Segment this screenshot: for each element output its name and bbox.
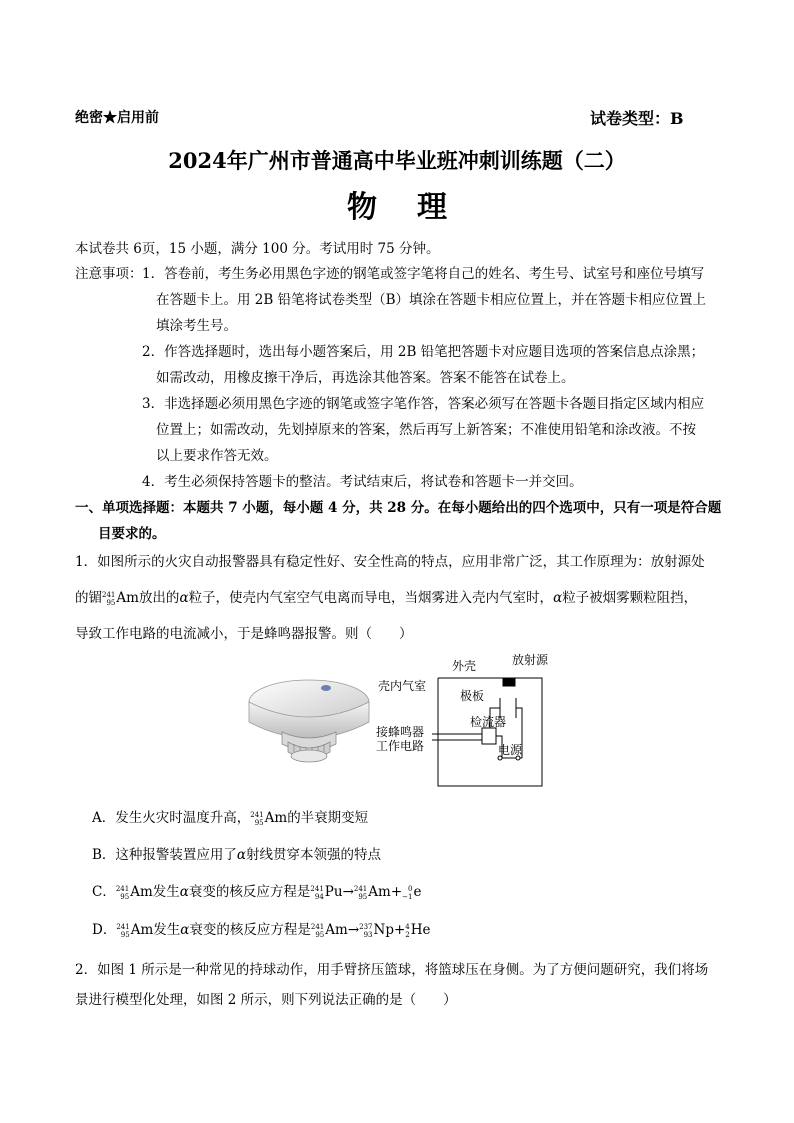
pu-mass-number: 241 bbox=[310, 884, 324, 893]
alpha-symbol: α bbox=[179, 590, 189, 606]
am-nuclide bbox=[116, 922, 153, 939]
alpha-symbol: α bbox=[179, 884, 189, 900]
am-atomic-number: 95 bbox=[120, 930, 130, 939]
q1-line-2 bbox=[75, 586, 697, 607]
option-c-label: C． bbox=[92, 884, 116, 900]
arrow: → bbox=[347, 922, 360, 938]
q1-text: 的镅 bbox=[75, 590, 102, 606]
exam-title: 2024年广州市普通高中毕业班冲刺训练题（二） bbox=[168, 148, 626, 173]
am-mass-number: 241 bbox=[102, 590, 116, 599]
am-mass-number: 241 bbox=[116, 922, 130, 931]
pu-symbol: Pu bbox=[324, 884, 343, 900]
label-power: 电源 bbox=[498, 743, 523, 757]
am-mass-number: 241 bbox=[115, 884, 130, 893]
am-atomic-number: 95 bbox=[120, 892, 130, 901]
am-nuclide bbox=[102, 590, 139, 607]
option-c-text: 发生 bbox=[152, 884, 180, 900]
alpha-symbol: α bbox=[236, 847, 247, 863]
pu-nuclide bbox=[310, 884, 342, 901]
np-atomic-number: 93 bbox=[363, 930, 373, 939]
q1-text: 粒子，使壳内气室空气电离而导电，当烟雾进入壳内气室时， bbox=[188, 590, 554, 606]
option-d-text: 发生 bbox=[153, 922, 181, 938]
q2-line-1: 2．如图 1 所示是一种常见的持球动作，用手臂挤压篮球，将篮球压在身侧。为了方便问题研究，我们将场 bbox=[75, 962, 709, 978]
option-d bbox=[92, 918, 431, 939]
section-1-line-2: 目要求的。 bbox=[98, 526, 166, 542]
plus: + bbox=[390, 884, 403, 900]
shell-outline bbox=[438, 678, 542, 786]
am-mass-number: 241 bbox=[310, 922, 325, 931]
am-atomic-number: 95 bbox=[358, 892, 368, 901]
arrow: → bbox=[342, 884, 354, 900]
option-c-text: 衰变的核反应方程是 bbox=[188, 884, 311, 900]
e-charge-number: −1 bbox=[402, 892, 413, 901]
option-a-text: A．发生火灾时温度升高， bbox=[92, 810, 251, 826]
q1-line-3: 导致工作电路的电流减小，于是蜂鸣器报警。则（ ） bbox=[75, 626, 413, 642]
am-symbol: Am bbox=[116, 590, 139, 606]
notes-label: 注意事项： bbox=[75, 266, 143, 282]
am-atomic-number: 95 bbox=[106, 598, 116, 607]
confidential-mark: 绝密★启用前 bbox=[75, 110, 159, 126]
alpha-symbol: α bbox=[180, 922, 190, 938]
option-a bbox=[92, 806, 368, 827]
am-symbol: Am bbox=[264, 810, 288, 826]
option-b-text: 射线贯穿本领强的特点 bbox=[246, 847, 382, 863]
alarm-circuit-diagram bbox=[372, 650, 562, 792]
label-source: 放射源 bbox=[512, 653, 549, 667]
am-symbol: Am bbox=[130, 884, 153, 900]
note-4-line-1: 4．考生必须保持答题卡的整洁。考试结束后，将试卷和答题卡一并交回。 bbox=[142, 474, 583, 490]
am-nuclide bbox=[311, 922, 348, 939]
paper-type: 试卷类型：B bbox=[590, 109, 684, 128]
section-1-line-1: 一、单项选择题：本题共 7 小题，每小题 4 分，共 28 分。在每小题给出的四个选项中，只有一项是符合题 bbox=[75, 500, 722, 516]
note-3-line-3: 以上要求作答无效。 bbox=[156, 448, 278, 464]
am-atomic-number: 95 bbox=[315, 930, 325, 939]
pu-atomic-number: 94 bbox=[314, 892, 324, 901]
alpha-symbol: α bbox=[553, 590, 563, 606]
option-d-text: 衰变的核反应方程是 bbox=[189, 922, 311, 938]
am-nuclide bbox=[116, 884, 153, 901]
note-3-line-2: 位置上；如需改动，先划掉原来的答案，然后再写上新答案；不准使用铅笔和涂改液。不按 bbox=[156, 422, 696, 438]
label-galvanometer: 检流器 bbox=[470, 715, 507, 729]
option-c bbox=[92, 880, 421, 901]
am-nuclide bbox=[250, 810, 287, 827]
he-nuclide bbox=[405, 922, 430, 939]
q1-text: 放出的 bbox=[138, 590, 180, 606]
am-symbol: Am bbox=[130, 922, 154, 938]
intro-text: 本试卷共 6页，15 小题，满分 100 分。考试用时 75 分钟。 bbox=[75, 241, 440, 257]
he-symbol: He bbox=[410, 922, 431, 938]
option-a-text: 的半衰期变短 bbox=[287, 810, 369, 826]
q1-text: 粒子被烟雾颗粒阻挡， bbox=[562, 590, 698, 606]
he-atomic-number: 2 bbox=[405, 930, 410, 939]
radioactive-source bbox=[503, 678, 515, 686]
am-symbol: Am bbox=[368, 884, 391, 900]
np-symbol: Np bbox=[373, 922, 394, 938]
note-1-line-3: 填涂考生号。 bbox=[156, 318, 237, 334]
q1-line-1: 1．如图所示的火灾自动报警器具有稳定性好、安全性高的特点，应用非常广泛，其工作原理为：放射源处 bbox=[75, 554, 705, 570]
label-shell: 外壳 bbox=[452, 659, 477, 673]
note-1-line-2: 在答题卡上。用 2B 铅笔将试卷类型（B）填涂在答题卡相应位置上，并在答题卡相应位置上 bbox=[156, 292, 707, 308]
np-mass-number: 237 bbox=[359, 922, 373, 931]
label-chamber: 壳内气室 bbox=[378, 679, 427, 693]
electron bbox=[402, 884, 421, 901]
plus: + bbox=[393, 922, 406, 938]
np-nuclide bbox=[359, 922, 394, 939]
q2-line-2: 景进行模型化处理，如图 2 所示，则下列说法正确的是（ ） bbox=[75, 992, 457, 1008]
subject-title: 物理 bbox=[347, 190, 487, 225]
note-3-line-1: 3．非选择题必须用黑色字迹的钢笔或签字笔作答，答案必须写在答题卡各题目指定区域内相应 bbox=[142, 396, 705, 412]
am-atomic-number: 95 bbox=[254, 818, 264, 827]
am-symbol: Am bbox=[325, 922, 348, 938]
e-mass-number: 0 bbox=[407, 884, 413, 893]
option-b bbox=[92, 843, 381, 863]
he-mass-number: 4 bbox=[405, 922, 410, 931]
am-nuclide bbox=[354, 884, 391, 901]
am-mass-number: 241 bbox=[250, 810, 264, 819]
smoke-detector-photo bbox=[248, 662, 370, 774]
option-b-text: B．这种报警装置应用了 bbox=[92, 847, 237, 863]
note-1-line-1: 1．答卷前，考生务必用黑色字迹的钢笔或签字笔将自己的姓名、考生号、试室号和座位号填写 bbox=[142, 266, 705, 282]
am-mass-number: 241 bbox=[353, 884, 368, 893]
label-buzzer-1: 接蜂鸣器 bbox=[376, 725, 425, 739]
label-plate: 极板 bbox=[460, 689, 485, 703]
label-buzzer-2: 工作电路 bbox=[376, 739, 425, 753]
option-d-label: D． bbox=[92, 922, 117, 938]
note-2-line-2: 如需改动，用橡皮擦干净后，再选涂其他答案。答案不能答在试卷上。 bbox=[156, 370, 575, 386]
note-2-line-1: 2．作答选择题时，选出每小题答案后，用 2B 铅笔把答题卡对应题目选项的答案信息点涂黑； bbox=[142, 344, 705, 360]
e-symbol: e bbox=[413, 884, 422, 900]
galvanometer-box bbox=[482, 728, 496, 744]
